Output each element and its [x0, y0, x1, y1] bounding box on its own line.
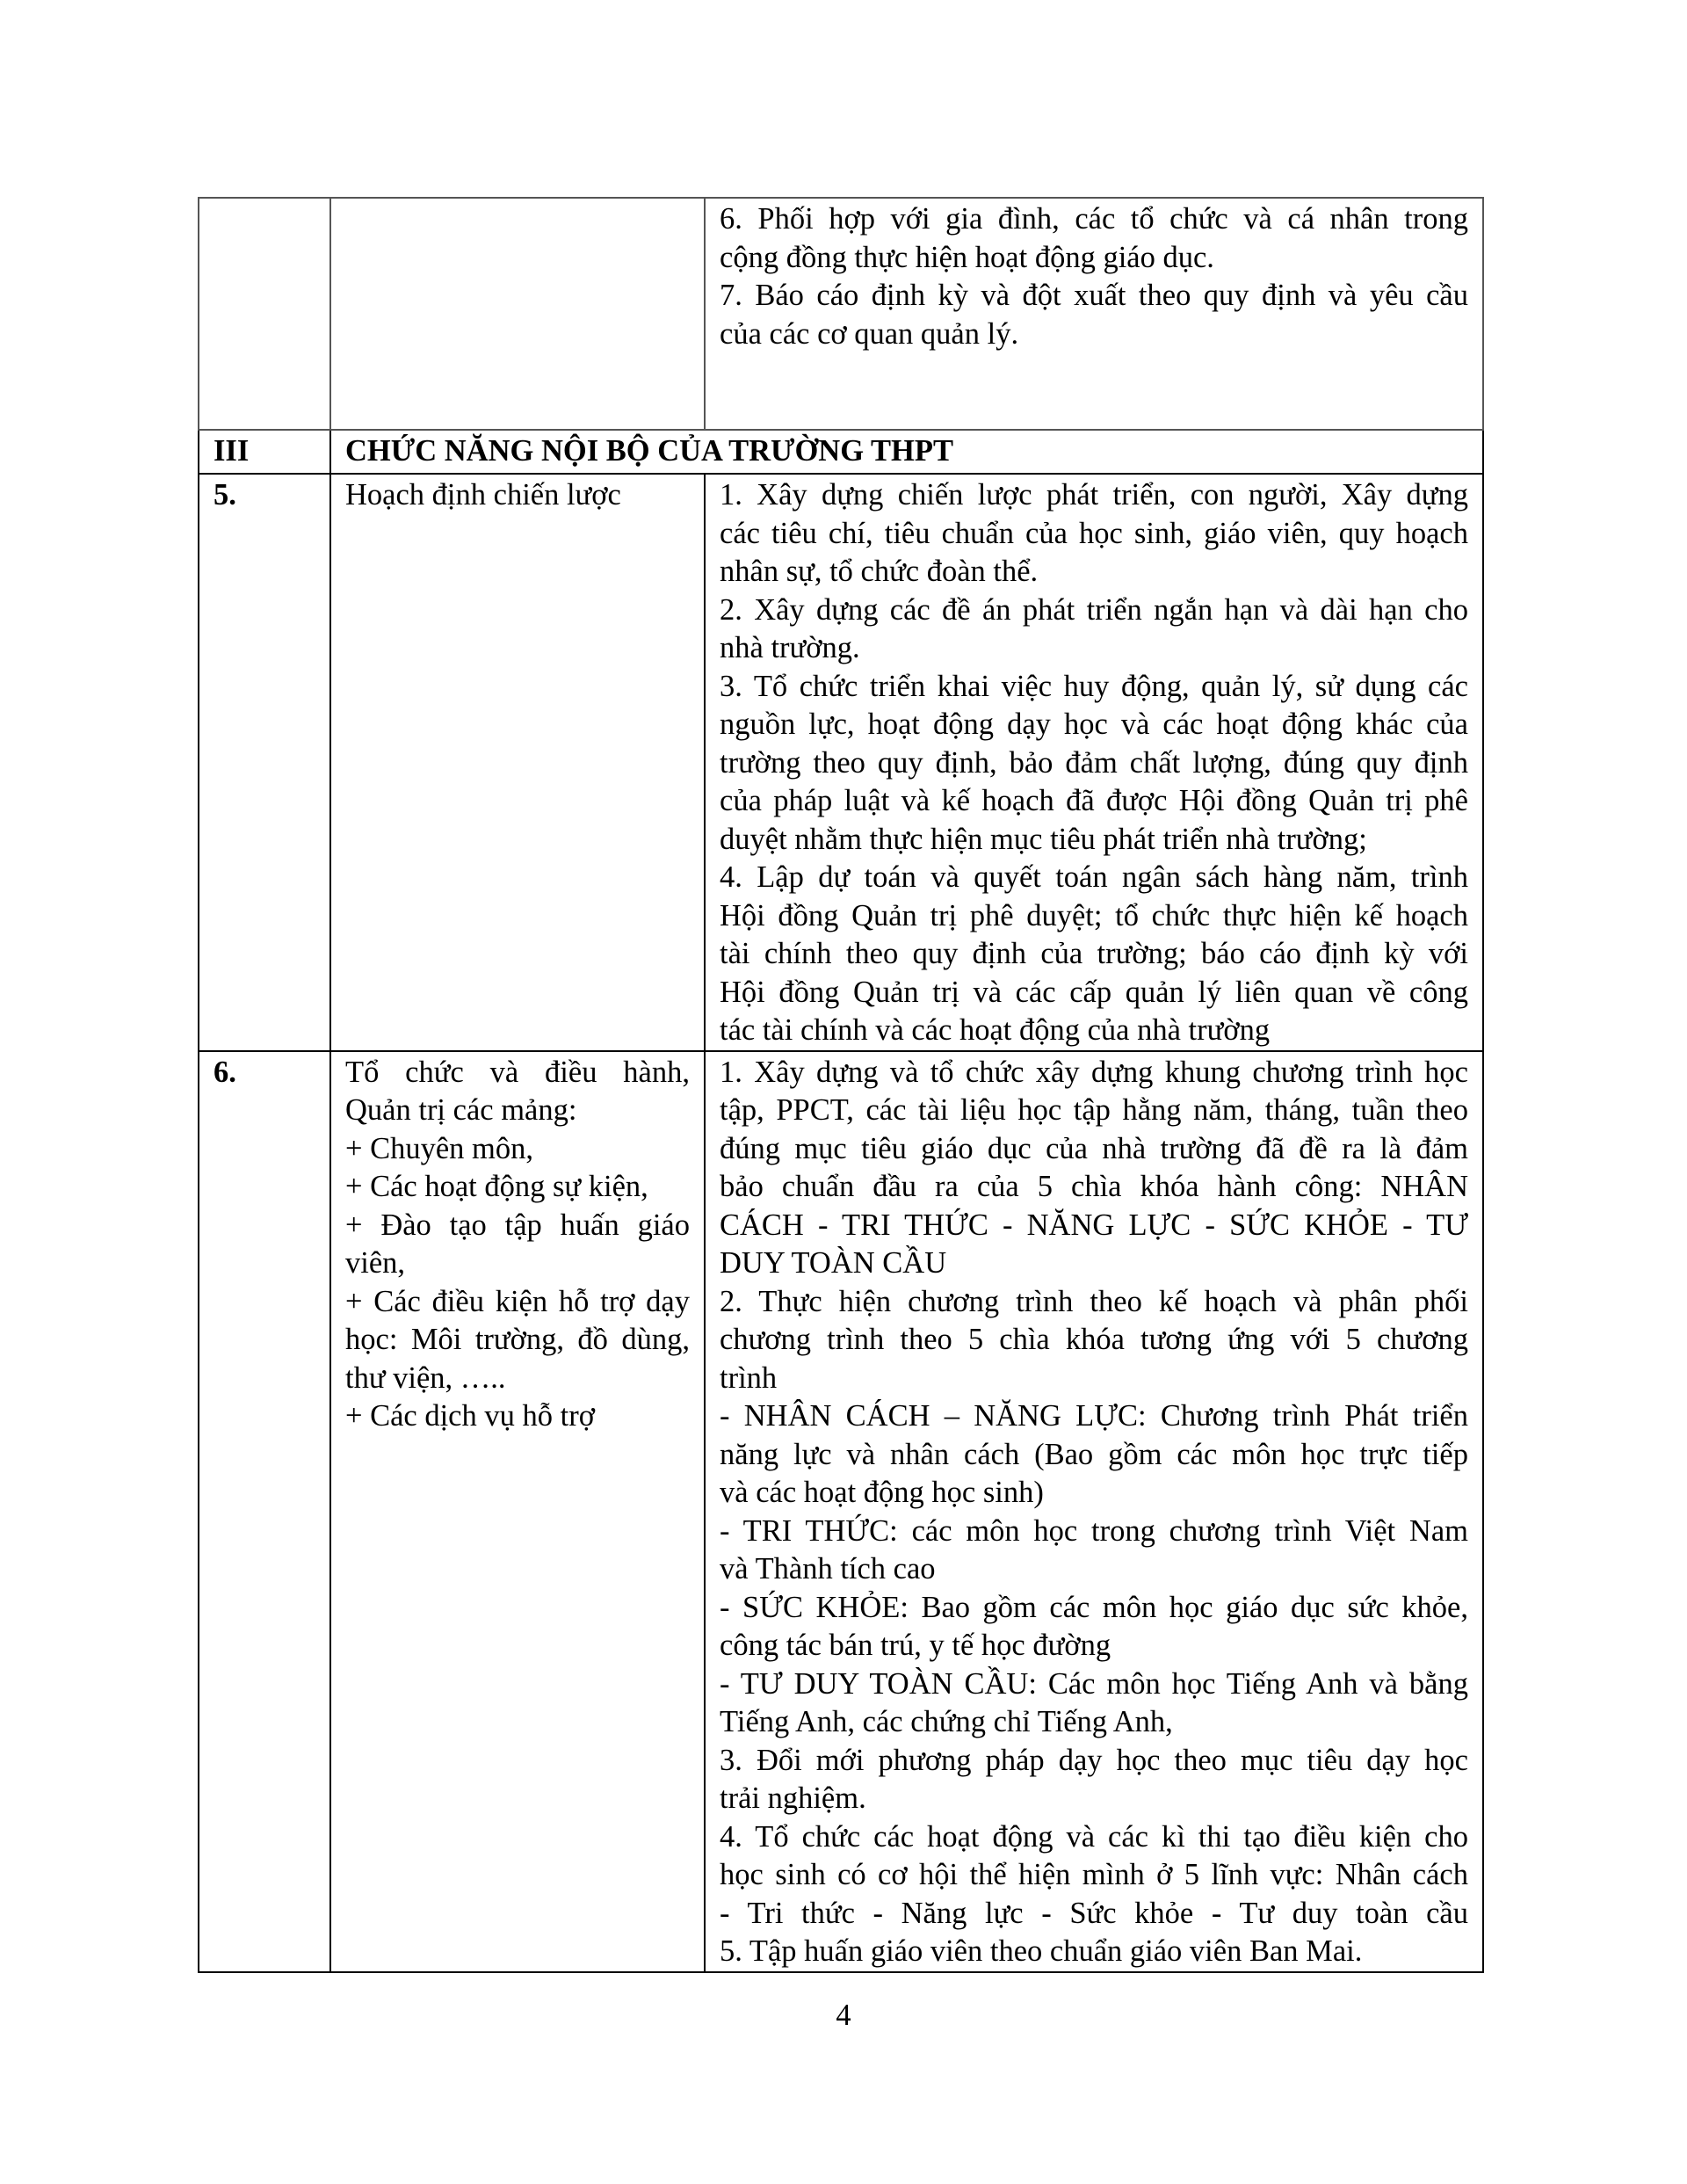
content-line: - Tri thức - Năng lực - Sức khỏe - Tư duy toàn cầu: [720, 1896, 1468, 1930]
continuation-number-cell: [199, 198, 330, 430]
table-row-5: [199, 474, 1483, 1051]
row-function: Hoạch định chiến lược: [330, 474, 705, 1051]
content-line: cộng đồng thực hiện hoạt động giáo dục.: [720, 240, 1214, 274]
content-line: bảo chuẩn đầu ra của 5 chìa khóa hành công: NHÂN: [720, 1170, 1468, 1203]
content-line: nguồn lực, hoạt động dạy học và các hoạt động khác của: [720, 707, 1468, 741]
content-line: 3. Đổi mới phương pháp dạy học theo mục tiêu dạy học: [720, 1743, 1468, 1777]
content-line: của các cơ quan quản lý.: [720, 316, 1019, 351]
row-function: [330, 1051, 705, 1972]
content-line: Hội đồng Quản trị và các cấp quản lý liên quan về công: [720, 975, 1468, 1009]
function-line: + Chuyên môn,: [345, 1131, 533, 1165]
section-header-row: [199, 430, 1483, 474]
content-line: tập, PPCT, các tài liệu học tập hằng năm, tháng, tuần theo: [720, 1093, 1468, 1127]
content-line: tác tài chính và các hoạt động của nhà trường: [720, 1013, 1271, 1047]
document-table: [198, 197, 1484, 1973]
content-line: 4. Lập dự toán và quyết toán ngân sách hàng năm, trình: [720, 860, 1468, 894]
continuation-row: [199, 198, 1483, 430]
content-line: 2. Thực hiện chương trình theo kế hoạch và phân phối: [720, 1284, 1468, 1318]
function-line: + Các điều kiện hỗ trợ dạy: [345, 1284, 690, 1318]
content-line: - NHÂN CÁCH – NĂNG LỰC: Chương trình Phát triển: [720, 1399, 1468, 1433]
row-number: 5.: [199, 474, 330, 1051]
table-row-6: [199, 1051, 1483, 1972]
content-line: - TƯ DUY TOÀN CẦU: Các môn học Tiếng Anh và bằng: [720, 1666, 1468, 1701]
function-line: viên,: [345, 1246, 406, 1280]
content-line: 5. Tập huấn giáo viên theo chuẩn giáo viên Ban Mai.: [720, 1934, 1363, 1968]
page-number: 4: [836, 1999, 851, 2032]
continuation-content-cell: [705, 198, 1483, 430]
content-line: 3. Tổ chức triển khai việc huy động, quản lý, sử dụng các: [720, 669, 1468, 703]
content-line: 4. Tổ chức các hoạt động và các kì thi tạo điều kiện cho: [720, 1819, 1468, 1854]
content-line: của pháp luật và kế hoạch đã được Hội đồng Quản trị phê: [720, 784, 1468, 817]
content-line: năng lực và nhân cách (Bao gồm các môn học trực tiếp: [720, 1437, 1468, 1471]
function-line: Quản trị các mảng:: [345, 1093, 577, 1127]
function-line: học: Môi trường, đồ dùng,: [345, 1323, 690, 1356]
content-line: CÁCH - TRI THỨC - NĂNG LỰC - SỨC KHỎE - TƯ: [720, 1208, 1468, 1242]
content-line: 7. Báo cáo định kỳ và đột xuất theo quy định và yêu cầu: [720, 279, 1468, 312]
content-line: Tiếng Anh, các chứng chỉ Tiếng Anh,: [720, 1705, 1173, 1738]
content-line: Hội đồng Quản trị phê duyệt; tổ chức thực hiện kế hoạch: [720, 898, 1468, 932]
content-line: - TRI THỨC: các môn học trong chương trình Việt Nam: [720, 1513, 1468, 1548]
content-line: 1. Xây dựng và tổ chức xây dựng khung chương trình học: [720, 1055, 1468, 1089]
content-line: nhân sự, tổ chức đoàn thể.: [720, 555, 1039, 588]
function-line: + Các hoạt động sự kiện,: [345, 1170, 648, 1203]
content-line: công tác bán trú, y tế học đường: [720, 1629, 1111, 1662]
function-line: Tổ chức và điều hành,: [345, 1055, 690, 1089]
content-line: DUY TOÀN CẦU: [720, 1246, 947, 1280]
continuation-function-cell: [330, 198, 705, 430]
content-line: trải nghiệm.: [720, 1781, 866, 1815]
row-content: [705, 474, 1483, 1051]
content-line: tài chính theo quy định của trường; báo cáo định kỳ với: [720, 937, 1468, 970]
section-title: CHỨC NĂNG NỘI BỘ CỦA TRƯỜNG THPT: [330, 430, 1483, 474]
content-line: và các hoạt động học sinh): [720, 1476, 1044, 1509]
content-line: các tiêu chí, tiêu chuẩn của học sinh, giáo viên, quy hoạch: [720, 516, 1468, 550]
content-line: nhà trường.: [720, 631, 860, 664]
content-line: - SỨC KHỎE: Bao gồm các môn học giáo dục sức khỏe,: [720, 1590, 1468, 1624]
content-line: 1. Xây dựng chiến lược phát triển, con người, Xây dựng: [720, 478, 1468, 512]
row-content: [705, 1051, 1483, 1972]
content-line: và Thành tích cao: [720, 1552, 936, 1585]
function-line: + Các dịch vụ hỗ trợ: [345, 1399, 595, 1433]
function-line: thư viện, …..: [345, 1360, 506, 1395]
content-line: trường theo quy định, bảo đảm chất lượng, đúng quy định: [720, 745, 1468, 780]
content-line: học sinh có cơ hội thể hiện mình ở 5 lĩnh vực: Nhân cách: [720, 1858, 1468, 1891]
row-number: 6.: [199, 1051, 330, 1972]
section-number: III: [199, 430, 330, 474]
content-line: duyệt nhằm thực hiện mục tiêu phát triển nhà trường;: [720, 822, 1367, 856]
content-line: 2. Xây dựng các đề án phát triển ngắn hạn và dài hạn cho: [720, 592, 1468, 627]
function-line: + Đào tạo tập huấn giáo: [345, 1208, 690, 1242]
content-line: chương trình theo 5 chìa khóa tương ứng với 5 chương: [720, 1323, 1468, 1356]
content-line: trình: [720, 1360, 778, 1395]
content-line: đúng mục tiêu giáo dục của nhà trường đã đề ra là đảm: [720, 1131, 1468, 1165]
content-line: 6. Phối hợp với gia đình, các tổ chức và cá nhân trong: [720, 202, 1468, 236]
